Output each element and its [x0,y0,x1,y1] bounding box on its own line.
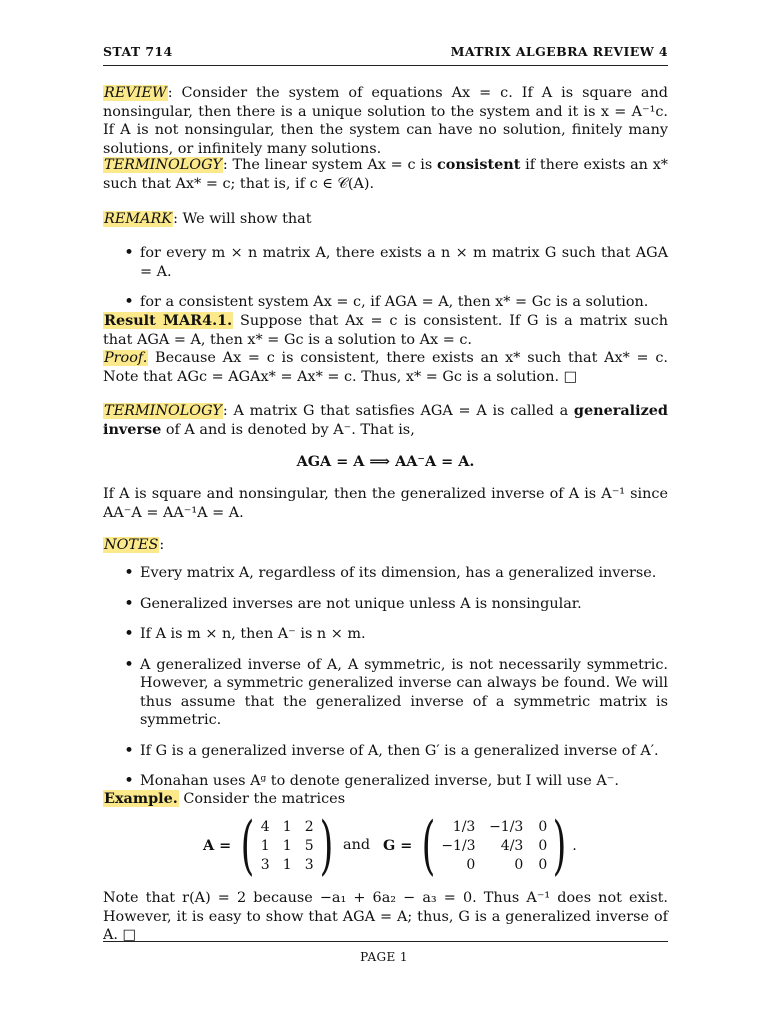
remark-tag: REMARK [104,211,173,227]
matrix-g [383,809,577,883]
matrix-a [203,809,339,883]
list-item: • A generalized inverse of A, A symmetric, is not necessarily symmetric. However, a symmetric generalized inverse can always be found. We will thus assume that the generalized inverse of a symmetric matrix is symmetric. [103,656,668,730]
notes-tag: NOTES [104,537,159,553]
matrix-entry: 3 [304,856,314,873]
closing-paragraph [103,889,668,945]
matrix-g-label: G = [383,836,413,854]
matrix-entry: −1/3 [441,837,476,854]
terminology-text-a: : The linear system Ax = c is [222,157,437,173]
review-tag: REVIEW [104,85,167,101]
example-text: Consider the matrices [178,791,346,807]
matrix-entry: 0 [538,856,548,873]
matrix-entry: −1/3 [489,818,524,835]
right-paren: ) [552,809,567,883]
section-title: MATRIX ALGEBRA REVIEW 4 [450,44,668,59]
review-text: : Consider the system of equations Ax = c. If A is square and nonsingular, then there is a unique solution to the system and it is x = A⁻¹c. If A is not nonsingular, then the system can have no solution, finitely many solutions, or infinitely many solutions. [103,85,668,157]
page-number: PAGE 1 [360,950,408,964]
list-item: • Generalized inverses are not unique unless A is nonsingular. [103,595,668,614]
list-item: • If G is a generalized inverse of A, then G′ is a generalized inverse of A′. [103,742,668,761]
terminology-text-a: : A matrix G that satisfies AGA = A is called a [222,403,574,419]
matrix-entry: 0 [538,837,548,854]
matrix-entry: 0 [514,856,524,873]
left-paren: ( [240,809,255,883]
terminology-tag: TERMINOLOGY [104,157,222,173]
example-tag: Example. [104,790,178,807]
matrix-entry: 1 [282,818,292,835]
display-equation: AGA = A ⟹ AA⁻A = A. [296,453,475,470]
list-item: • If A is m × n, then A⁻ is n × m. [103,625,668,644]
matrix-g-entries [441,818,547,875]
header-rule [103,65,668,66]
matrix-entry: 1 [260,837,270,854]
terminology-text-b: if there exists an x* such that Ax* = c; that is, if c ∈ 𝒞(A). [103,157,669,192]
page-header [103,44,668,64]
matrix-entry: 2 [304,818,314,835]
list-item: • for every m × n matrix A, there exists a n × m matrix G such that AGA = A. [103,244,668,281]
notes-colon: : [159,537,165,553]
consistent-term: consistent [437,156,521,173]
proof-tag: Proof. [104,350,148,366]
nonsingular-text: If A is square and nonsingular, then the generalized inverse of A is A⁻¹ since AA⁻A = AA⁻¹A = A. [103,486,668,521]
matrix-entry: 1 [282,837,292,854]
result-paragraph [103,312,668,386]
matrix-a-entries [260,818,314,875]
remark-text: : We will show that [173,211,312,227]
list-item: • Monahan uses Aᵍ to denote generalized inverse, but I will use A⁻. [103,772,668,791]
list-item: • Every matrix A, regardless of its dimension, has a generalized inverse. [103,564,668,583]
notes-heading [103,536,668,555]
result-text: Suppose that Ax = c is consistent. If G is a matrix such that AGA = A, then x* = Gc is a solution to Ax = c. [103,313,668,348]
matrix-entry: 5 [304,837,314,854]
list-item: • for a consistent system Ax = c, if AGA = A, then x* = Gc is a solution. [103,293,668,312]
generalized-inverse-term: generalized inverse [103,402,668,438]
matrix-a-label: A = [203,836,232,854]
and-word: and [343,837,371,853]
terminology-tag: TERMINOLOGY [104,403,222,419]
example-paragraph [103,790,668,809]
nonsingular-paragraph [103,485,668,522]
terminology-consistent-paragraph [103,156,668,193]
period: . [572,837,577,854]
matrix-entry: 4/3 [500,837,524,854]
matrix-entry: 3 [260,856,270,873]
review-paragraph [103,84,668,158]
notes-list [103,564,668,803]
left-paren: ( [421,809,436,883]
matrix-entry: 4 [260,818,270,835]
matrix-entry: 0 [466,856,476,873]
matrix-entry: 0 [538,818,548,835]
terminology-ginverse-paragraph [103,402,668,439]
matrices-display [103,809,668,883]
right-paren: ) [319,809,334,883]
result-tag: Result MAR4.1. [104,312,233,329]
footer-rule [103,941,668,942]
terminology-text-b: of A and is denoted by A⁻. That is, [161,421,415,438]
matrix-entry: 1 [282,856,292,873]
matrix-entry: 1/3 [452,818,476,835]
closing-text: Note that r(A) = 2 because −a₁ + 6a₂ − a₃ = 0. Thus A⁻¹ does not exist. However, it is easy to show that AGA = A; thus, G is a generalized inverse of A. □ [103,890,668,943]
course-title: STAT 714 [103,44,173,59]
remark-paragraph [103,210,668,229]
proof-text: Because Ax = c is consistent, there exists an x* such that Ax* = c. Note that AGc = AGAx* = Ax* = c. Thus, x* = Gc is a solution. □ [103,350,668,385]
